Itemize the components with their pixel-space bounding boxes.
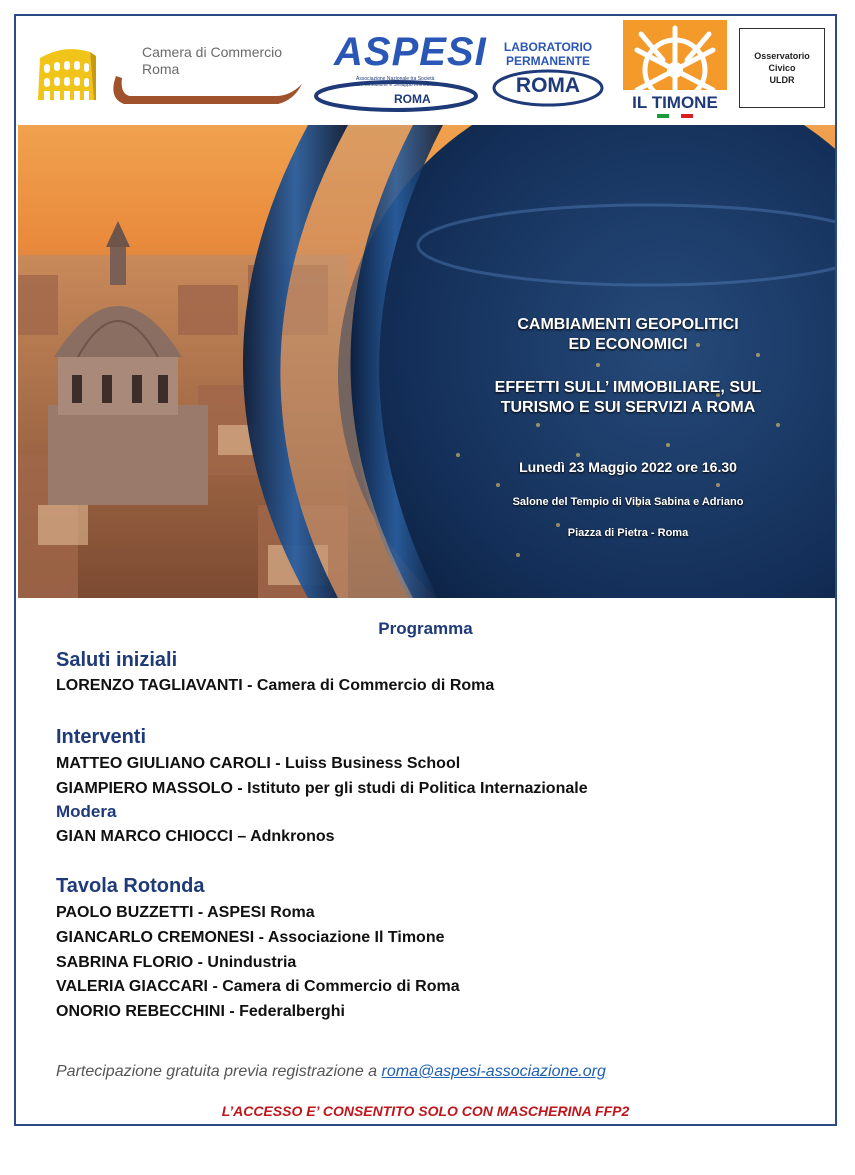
program-title: Programma (378, 619, 473, 638)
hero-date: Lunedì 23 Maggio 2022 ore 16.30 (519, 459, 737, 475)
camera-commercio-logo (108, 42, 304, 112)
modera-heading: Modera (56, 802, 117, 821)
interventi-heading: Interventi (56, 726, 147, 748)
tavola-item: SABRINA FLORIO - Unindustria (56, 954, 297, 971)
aspesi-title: ASPESI (334, 30, 487, 74)
saluti-item: LORENZO TAGLIAVANTI - Camera di Commercio di Roma (56, 677, 495, 694)
lab-city: ROMA (515, 74, 581, 97)
lab-line2: PERMANENTE (505, 54, 590, 68)
aspesi-subtitle-2: di Promozione e Sviluppo Immobiliare (356, 82, 440, 88)
lab-line1: LABORATORIO (503, 40, 593, 54)
tavola-item: VALERIA GIACCARI - Camera di Commercio di Roma (56, 978, 460, 995)
registration-note (56, 1063, 606, 1081)
interventi-item: MATTEO GIULIANO CAROLI - Luiss Business School (56, 755, 461, 772)
colosseum-logo (34, 42, 98, 104)
camera-logo-swoosh-icon (108, 70, 304, 112)
laboratorio-logo (490, 38, 606, 112)
modera-item: GIAN MARCO CHIOCCI – Adnkronos (56, 828, 335, 845)
mask-warning: L’ACCESSO E’ CONSENTITO SOLO CON MASCHERINA FFP2 (221, 1103, 630, 1119)
italian-flag-icon (657, 114, 693, 118)
registration-text: Partecipazione gratuita previa registrazione a (56, 1063, 382, 1080)
hero-venue: Salone del Tempio di Vibia Sabina e Adriano (512, 496, 744, 508)
aspesi-subtitle-1: Associazione Nazionale tra Società (356, 76, 435, 82)
timone-label: IL TIMONE (632, 93, 718, 112)
il-timone-logo (623, 20, 727, 120)
osservatorio-line2: Civico (768, 63, 796, 73)
tavola-item: PAOLO BUZZETTI - ASPESI Roma (56, 904, 315, 921)
registration-email-link[interactable]: roma@aspesi-associazione.org (381, 1063, 606, 1080)
saluti-heading: Saluti iniziali (56, 649, 178, 671)
hero-subtitle-line1: EFFETTI SULL’ IMMOBILIARE, SUL (494, 379, 762, 396)
osservatorio-line3: ULDR (769, 75, 795, 85)
aspesi-city: ROMA (394, 92, 431, 106)
ship-wheel-icon (623, 20, 727, 92)
hero-address: Piazza di Pietra - Roma (567, 527, 689, 539)
logo-strip (16, 16, 835, 124)
hero-title-line1: CAMBIAMENTI GEOPOLITICI (517, 316, 739, 333)
interventi-item: GIAMPIERO MASSOLO - Istituto per gli studi di Politica Internazionale (56, 780, 588, 797)
camera-logo-line1: Camera di Commercio (142, 44, 283, 60)
hero-subtitle-line2: TURISMO E SUI SERVIZI A ROMA (500, 399, 756, 416)
osservatorio-line1: Osservatorio (754, 51, 810, 61)
aspesi-logo (312, 26, 487, 116)
tavola-item: GIANCARLO CREMONESI - Associazione Il Timone (56, 929, 445, 946)
osservatorio-logo (739, 28, 825, 108)
camera-logo-line2: Roma (142, 61, 180, 77)
flyer-frame (14, 14, 837, 1126)
tavola-heading: Tavola Rotonda (56, 875, 205, 897)
hero-banner (18, 125, 835, 598)
hero-title-line2: ED ECONOMICI (568, 336, 688, 353)
tavola-item: ONORIO REBECCHINI - Federalberghi (56, 1003, 345, 1020)
